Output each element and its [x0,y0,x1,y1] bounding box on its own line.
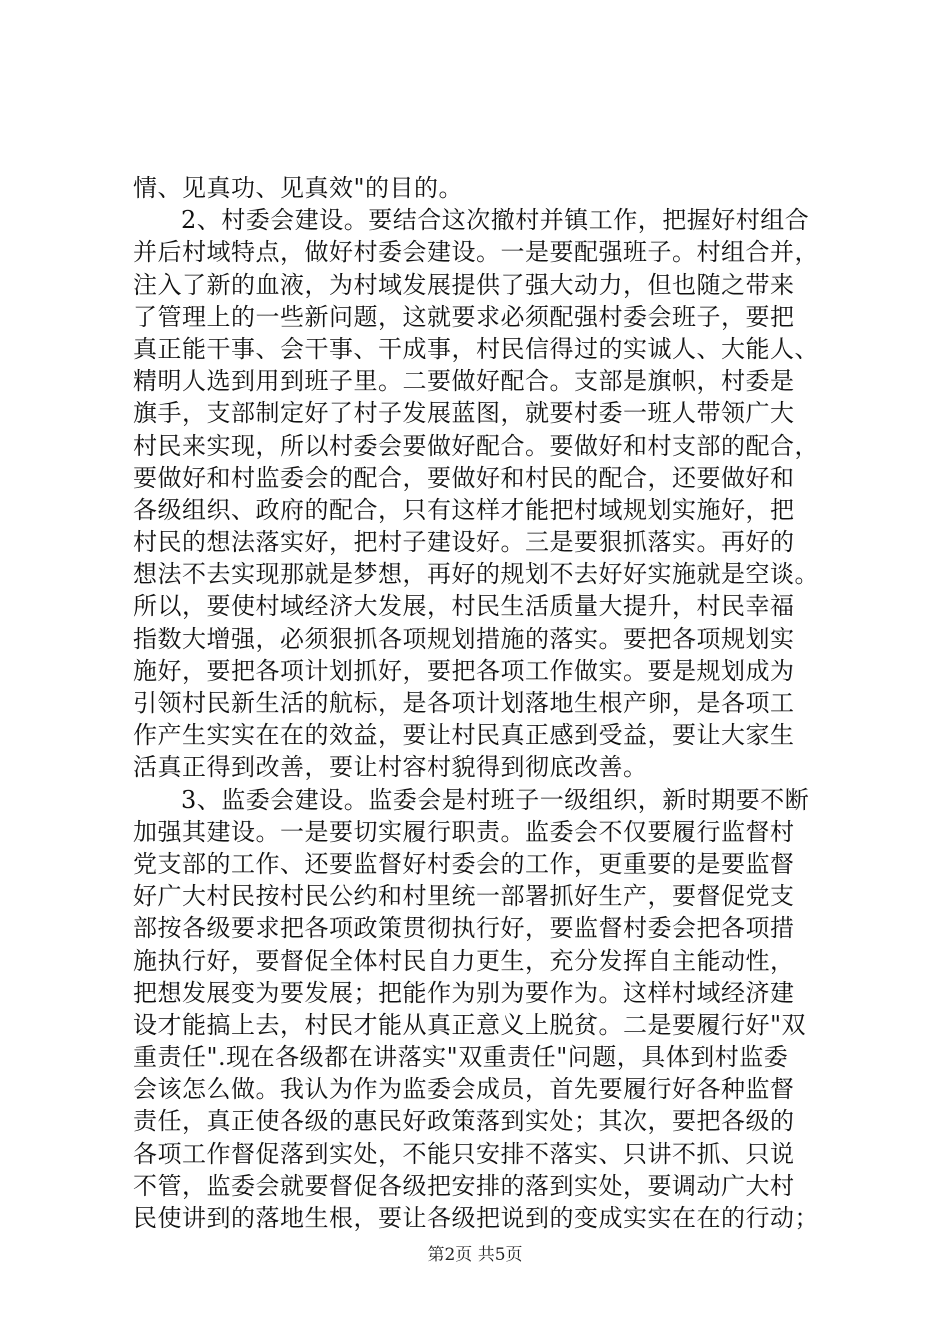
text-line: 好广大村民按村民公约和村里统一部署抓好生产，要督促党支 [133,882,795,911]
text-line: 要做好和村监委会的配合，要做好和村民的配合，还要做好和 [133,463,795,492]
text-line: 情、见真功、见真效"的目的。 [133,174,464,202]
text-line: 民使讲到的落地生根，要让各级把说到的变成实实在在的行动； [133,1204,819,1232]
text-line: 旗手，支部制定好了村子发展蓝图，就要村委一班人带领广大 [133,399,795,428]
text-line: 设才能搞上去，村民才能从真正意义上脱贫。二是要履行好"双 [133,1010,807,1039]
text-line: 施好，要把各项计划抓好，要把各项工作做实。要是规划成为 [133,656,795,685]
text-line: 各项工作督促落到实处，不能只安排不落实、只讲不抓、只说 [133,1139,795,1168]
text-line: 想法不去实现那就是梦想，再好的规划不去好好实施就是空谈。 [133,560,819,589]
text-line: 并后村域特点，做好村委会建设。一是要配强班子。村组合并， [133,238,819,267]
text-line: 会该怎么做。我认为作为监委会成员，首先要履行好各种监督 [133,1075,795,1104]
text-line: 责任，真正使各级的惠民好政策落到实处；其次，要把各级的 [133,1107,795,1136]
text-line: 注入了新的血液，为村域发展提供了强大动力，但也随之带来 [133,270,795,299]
text-line: 各级组织、政府的配合，只有这样才能把村域规划实施好，把 [133,495,795,524]
text-line: 加强其建设。一是要切实履行职责。监委会不仅要履行监督村 [133,817,795,846]
text-line: 作产生实实在在的效益，要让村民真正感到受益，要让大家生 [133,721,795,750]
text-line: 3、监委会建设。监委会是村班子一级组织，新时期要不断 [181,785,810,814]
text-line: 施执行好，要督促全体村民自力更生，充分发挥自主能动性， [133,946,795,975]
body-text [133,172,833,1234]
text-line: 真正能干事、会干事、干成事，村民信得过的实诚人、大能人、 [133,334,819,363]
text-line: 部按各级要求把各项政策贯彻执行好，要监督村委会把各项措 [133,914,795,943]
text-line: 引领村民新生活的航标，是各项计划落地生根产卵，是各项工 [133,689,795,717]
text-line: 活真正得到改善，要让村容村貌得到彻底改善。 [133,753,648,782]
page-footer: 第2页 共5页 [427,1245,523,1265]
text-line: 了管理上的一些新问题，这就要求必须配强村委会班子，要把 [133,302,795,331]
text-line: 重责任".现在各级都在讲落实"双重责任"问题，具体到村监委 [133,1043,789,1072]
text-line: 村民来实现，所以村委会要做好配合。要做好和村支部的配合， [133,431,819,460]
text-line: 指数大增强，必须狠抓各项规划措施的落实。要把各项规划实 [133,624,795,653]
text-line: 精明人选到用到班子里。二要做好配合。支部是旗帜，村委是 [133,367,795,396]
text-line: 所以，要使村域经济大发展，村民生活质量大提升，村民幸福 [133,592,795,621]
text-line: 不管，监委会就要督促各级把安排的落到实处，要调动广大村 [133,1171,795,1200]
text-line: 把想发展变为要发展；把能作为别为要作为。这样村域经济建 [133,978,795,1007]
text-line: 党支部的工作、还要监督好村委会的工作，更重要的是要监督 [133,849,795,878]
text-line: 2、村委会建设。要结合这次撤村并镇工作，把握好村组合 [181,206,810,235]
text-line: 村民的想法落实好，把村子建设好。三是要狠抓落实。再好的 [133,528,795,557]
